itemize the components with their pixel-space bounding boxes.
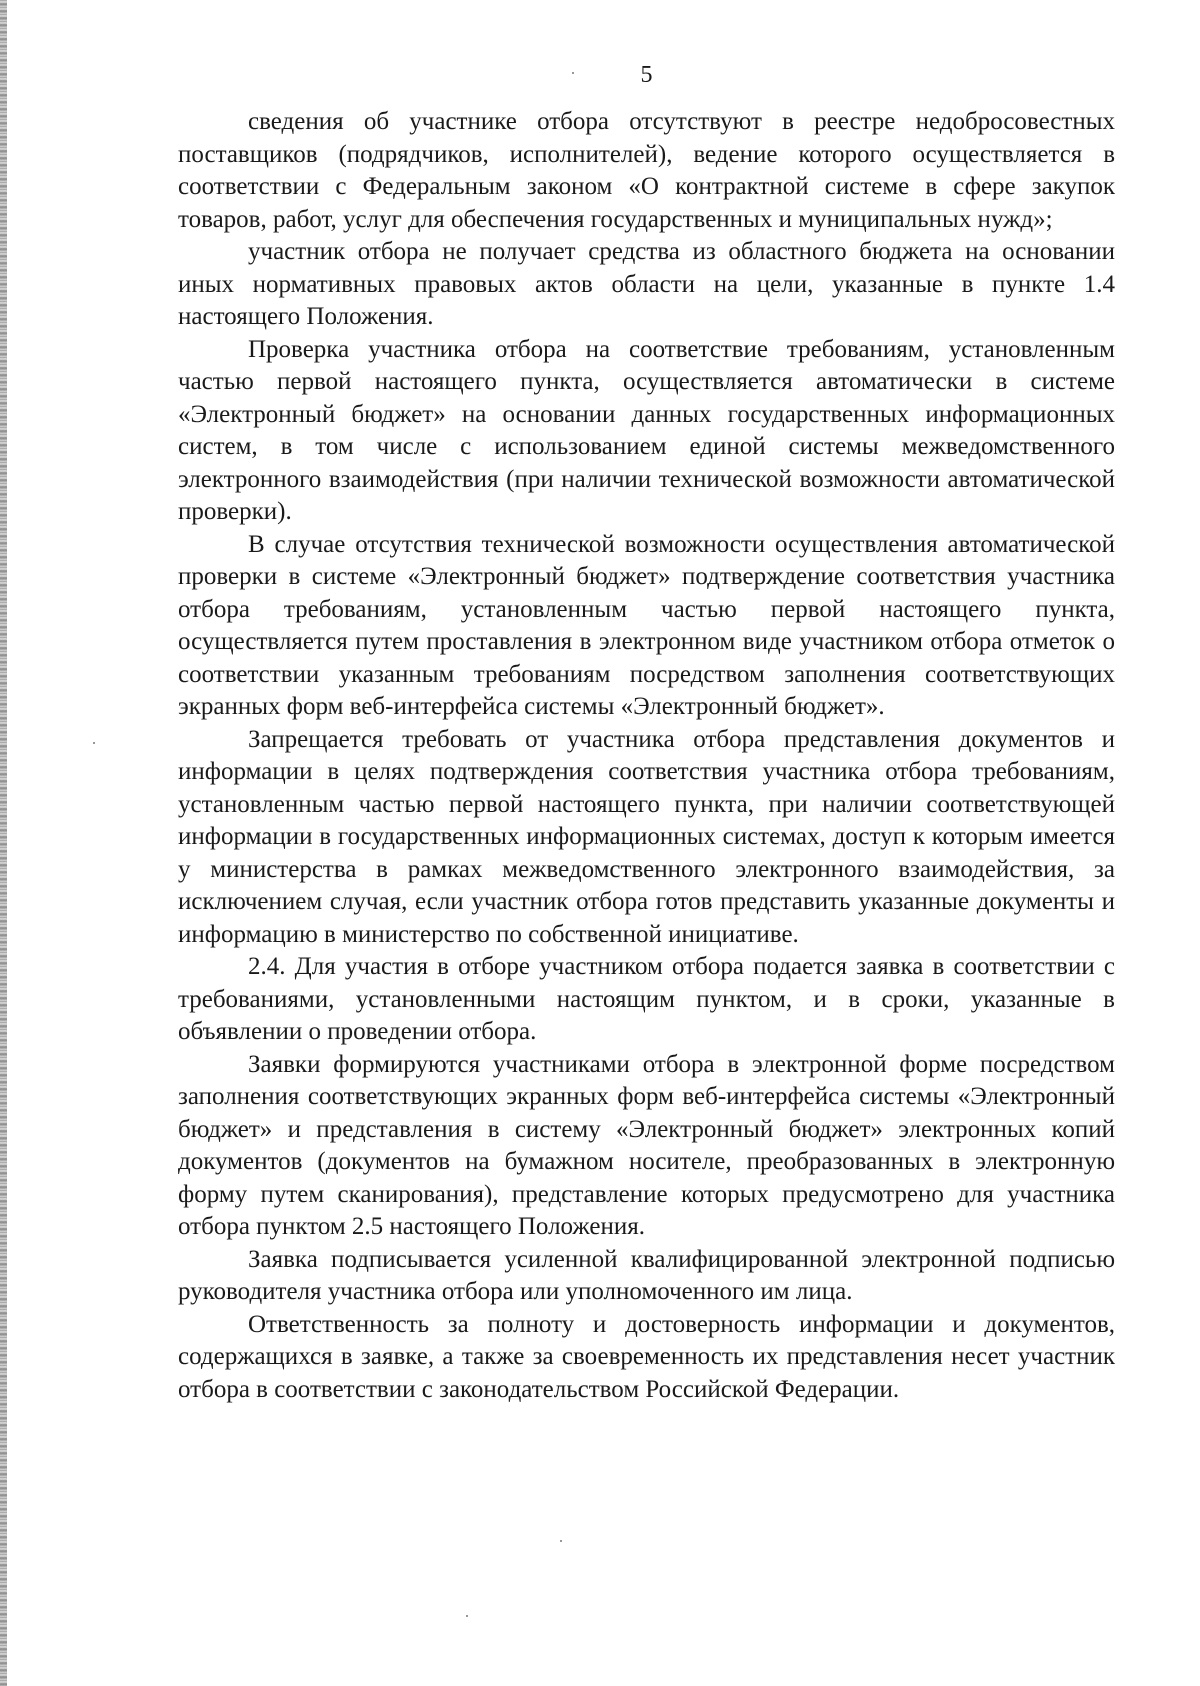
paragraph-clause-2-4: 2.4. Для участия в отборе участником отбора подается заявка в соответствии с требованиями, установленными настоящим пунктом, и в сроки, указанные в объявлении о проведении отбора. [178, 953, 1115, 1045]
scan-speck [93, 742, 95, 744]
document-body [178, 106, 1115, 1406]
paragraph-responsibility: Ответственность за полноту и достоверность информации и документов, содержащихся в заявке, а также за своевременность их представления несет участник отбора в соответствии с законодательством Российской Федерации. [178, 1310, 1115, 1403]
page-number: 5 [640, 62, 653, 88]
paragraph-registry-requirement: сведения об участнике отбора отсутствуют в реестре недобросовестных поставщиков (подрядчиков, исполнителей), ведение которого осуществляется в соответствии с Федеральным законом «О контрактной системе в сфере закупок товаров, работ, услуг для обеспечения государственных и муниципальных нужд»; [178, 108, 1115, 233]
paragraph-application-forming: Заявки формируются участниками отбора в электронной форме посредством заполнения соответствующих экранных форм веб-интерфейса системы «Электронный бюджет» и представления в систему «Электронный бюджет» электронных копий документов (документов на бумажном носителе, преобразованных в электронную форму путем сканирования), представление которых предусмотрено для участника отбора пунктом 2.5 настоящего Положения. [178, 1050, 1115, 1240]
paragraph-regional-budget-requirement: участник отбора не получает средства из областного бюджета на основании иных нормативных правовых актов области на цели, указанные в пункте 1.4 настоящего Положения. [178, 238, 1115, 330]
paragraph-document-request-prohibition: Запрещается требовать от участника отбора представления документов и информации в целях подтверждения соответствия участника отбора требованиям, установленным частью первой настоящего пункта, при наличии соответствующей информации в государственных информационных системах, доступ к которым имеется у министерства в рамках межведомственного электронного взаимодействия, за исключением случая, если участник отбора готов представить указанные документы и информацию в министерство по собственной инициативе. [178, 725, 1115, 948]
scan-speck [572, 72, 574, 74]
scan-speck [466, 1615, 468, 1617]
paragraph-manual-confirmation: В случае отсутствия технической возможности осуществления автоматической проверки в системе «Электронный бюджет» подтверждение соответствия участника отбора требованиям, установленным частью первой настоящего пункта, осуществляется путем проставления в электронном виде участником отбора отметок о соответствии указанным требованиям посредством заполнения соответствующих экранных форм веб-интерфейса системы «Электронный бюджет». [178, 530, 1115, 720]
scan-speck [560, 1540, 562, 1542]
paragraph-electronic-signature: Заявка подписывается усиленной квалифицированной электронной подписью руководителя участника отбора или уполномоченного им лица. [178, 1245, 1115, 1305]
paragraph-automatic-check: Проверка участника отбора на соответствие требованиям, установленным частью первой настоящего пункта, осуществляется автоматически в системе «Электронный бюджет» на основании данных государственных информационных систем, в том числе с использованием единой системы межведомственного электронного взаимодействия (при наличии технической возможности автоматической проверки). [178, 335, 1115, 525]
